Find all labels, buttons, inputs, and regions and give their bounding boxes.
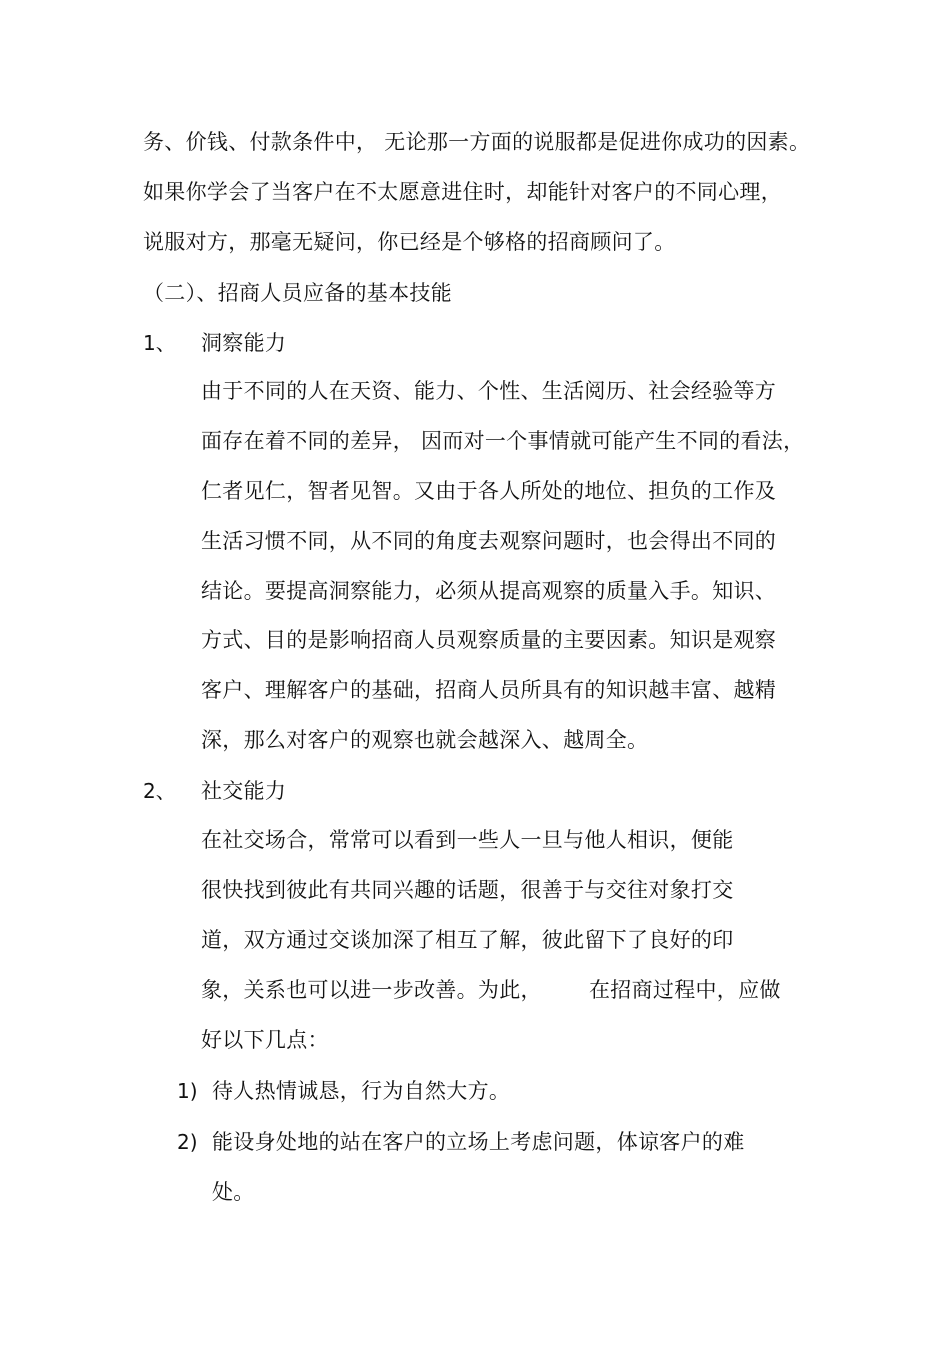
item-1-body-line: 方式、目的是影响招商人员观察质量的主要因素。知识是观察	[201, 628, 777, 652]
section-heading: （二）、招商人员应备的基本技能	[143, 281, 452, 305]
item-2-body-line: 象，关系也可以进一步改善。为此，	[201, 978, 542, 1002]
item-1-body-line: 仁者见仁，智者见智。又由于各人所处的地位、担负的工作及	[201, 479, 777, 503]
sub-item-1-number: 1)	[177, 1079, 198, 1103]
intro-line-1: 务、价钱、付款条件中， 无论那一方面的说服都是促进你成功的因素。	[143, 130, 811, 154]
sub-item-1-text: 待人热情诚恳，行为自然大方。	[212, 1079, 511, 1103]
item-2-body-line: 在招商过程中，应做	[589, 978, 781, 1002]
item-1-body-line: 客户、理解客户的基础，招商人员所具有的知识越丰富、越精	[201, 678, 777, 702]
item-1-body-line: 由于不同的人在天资、能力、个性、生活阅历、社会经验等方	[201, 379, 777, 403]
sub-item-2-text: 处。	[212, 1180, 255, 1204]
intro-line-2: 如果你学会了当客户在不太愿意进住时，却能针对客户的不同心理，	[143, 180, 782, 204]
item-2-body-line: 道，双方通过交谈加深了相互了解，彼此留下了良好的印	[201, 928, 734, 952]
item-2-body-line: 很快找到彼此有共同兴趣的话题，很善于与交往对象打交	[201, 878, 734, 902]
item-1-number: 1、	[143, 331, 176, 355]
item-1-body-line: 生活习惯不同，从不同的角度去观察问题时，也会得出不同的	[201, 529, 777, 553]
item-1-body-line: 结论。要提高洞察能力，必须从提高观察的质量入手。知识、	[201, 579, 777, 603]
intro-line-3: 说服对方，那毫无疑问，你已经是个够格的招商顾问了。	[143, 230, 676, 254]
item-1-title: 洞察能力	[201, 331, 287, 355]
sub-item-2-number: 2)	[177, 1130, 198, 1154]
item-2-title: 社交能力	[201, 779, 287, 803]
item-2-number: 2、	[143, 779, 176, 803]
sub-item-2-text: 能设身处地的站在客户的立场上考虑问题，体谅客户的难	[212, 1130, 745, 1154]
item-1-body-line: 深，那么对客户的观察也就会越深入、越周全。	[201, 728, 649, 752]
item-2-body-line: 在社交场合，常常可以看到一些人一旦与他人相识，便能	[201, 828, 734, 852]
item-2-body-line: 好以下几点：	[201, 1028, 329, 1052]
item-1-body-line: 面存在着不同的差异， 因而对一个事情就可能产生不同的看法，	[201, 429, 805, 453]
